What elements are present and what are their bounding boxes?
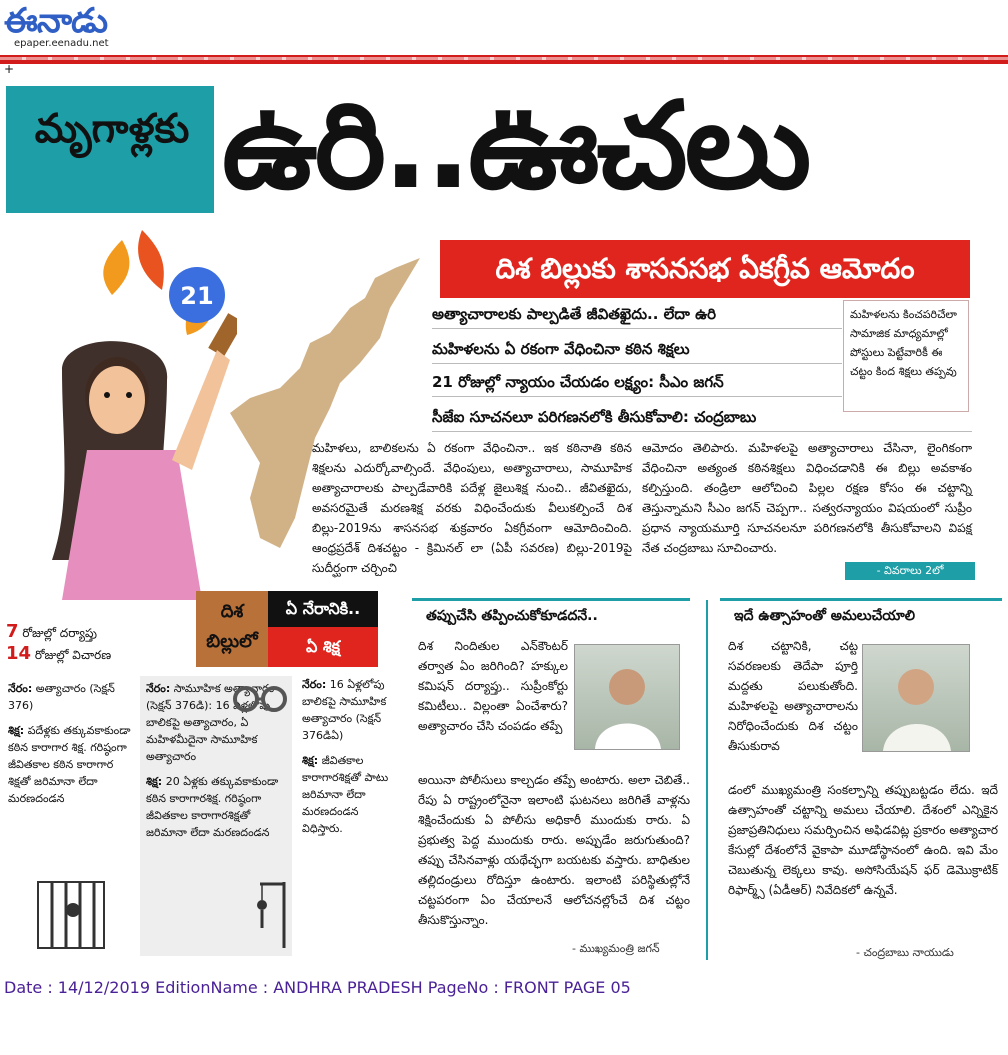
days-number: 14 — [6, 643, 32, 664]
column-divider — [706, 600, 708, 960]
masthead-strip — [0, 57, 1008, 60]
continued-link[interactable]: - వివరాలు 2లో — [845, 562, 975, 580]
torch-flame — [103, 240, 129, 295]
highlight-3: 21 రోజుల్లో న్యాయం చేయడం లక్ష్యం: సీఎం జగన్ — [432, 368, 842, 397]
quote1-heading: తప్పుచేసి తప్పించుకోకూడదనే.. — [426, 608, 598, 624]
handcuffs-icon — [232, 684, 288, 714]
crime-column-3 — [302, 676, 402, 837]
punish-label: శిక్ష: — [146, 775, 163, 788]
section-title-right-top: ఏ నేరానికి.. — [268, 591, 378, 627]
woman-with-torch-illustration — [2, 220, 237, 620]
quote1-text-top: దిశ నిందితుల ఎన్‌కౌంటర్ తర్వాత ఏం జరిగింది? హక్కుల కమిషన్ దర్యాప్తు.. సుప్రీంకోర్టు కమిటీలు.. విల్లంతా ఏంచేశారు? అత్యాచారం చేసి చంపడం తప్పే — [418, 639, 568, 733]
crime-label: నేరం: — [302, 678, 327, 691]
crime-text: సామూహిక అత్యాచారం (సెక్షన్ 376డి): 16 ఏళ్లలోపు బాలికపై అత్యాచారం, ఏ మహిళమీదైనా సామూహిక అత్యాచారం — [146, 682, 275, 763]
quote2-header — [720, 598, 1002, 631]
jail-bars-icon — [36, 880, 106, 950]
crime-text: అత్యాచారం (సెక్షన్ 376) — [8, 682, 115, 712]
section-title-right-bottom: ఏ శిక్ష — [268, 627, 378, 667]
days-text: రోజుల్లో విచారణ — [34, 648, 112, 662]
person-photo-icon — [863, 645, 969, 751]
crime-label: నేరం: — [8, 682, 33, 695]
days-number: 7 — [6, 621, 19, 642]
section-title-left: దిశ బిల్లులో — [196, 591, 268, 667]
quote2-author: - చంద్రబాబు నాయుడు — [856, 946, 954, 959]
body-column-left: మహిళలు, బాలికలను ఏ రకంగా వేధించినా.. ఇక కఠినాతి కఠిన శిక్షలను ఎదుర్కోవాల్సిందే. వేధింపులు, అత్యాచారాలు, సామూహిక అత్యాచారాలకు పాల్పడేవారికి పదేళ్ల జైలుశిక్ష నుంచి.. జీవితఖైదు, అవసరమైతే మరణశిక్ష వరకు విధించేందుకు వీలుకల్పించే దిశ బిల్లు-2019ను శాసనసభ శుక్రవారం ఏకగ్రీవంగా ఆమోదించింది. ఆంధ్రప్రదేశ్ దిశచట్టం - క్రిమినల్ లా (ఏపీ సవరణ) బిల్లు-2019పై సుదీర్ఘంగా చర్చించి — [312, 441, 632, 575]
days-text: రోజుల్లో దర్యాప్తు — [22, 626, 97, 640]
quote2-text-bottom: డంలో ముఖ్యమంత్రి సంకల్పాన్ని తప్పుబట్టడం లేదు. ఇదే ఉత్సాహంతో చట్టాన్ని అమలు చేయాలి. దేశంలో ఎన్నికైన ప్రజాప్రతినిధులు సమర్పించిన అఫిడవిట్ల ప్రకారం అత్యాచార కేసుల్లో దేశంలోనే వైకాపా మూడోస్థానంలో ఉంది. ఇవి మేం చెబుతున్న లెక్కలు కావు. అసోసియేషన్ ఫర్ డెమొక్రాటిక్ రిఫార్మ్స్ (ఏడీఆర్) నివేదికలో ఉన్నవే. — [728, 783, 998, 897]
highlight-1: అత్యాచారాలకు పాల్పడితే జీవితఖైదు.. లేదా ఉరి — [432, 300, 842, 329]
punish-text: జీవితకాల కారాగారశిక్షతో పాటు జరిమానా లేదా మరణదండన విధిస్తారు. — [302, 754, 389, 835]
eenadu-logo: ఈనాడు — [4, 1, 108, 41]
punish-label: శిక్ష: — [302, 754, 319, 767]
gallows-icon — [250, 880, 290, 950]
page-footer: Date : 14/12/2019 EditionName : ANDHRA PRADESH PageNo : FRONT PAGE 05 — [4, 978, 631, 997]
subheadline-banner: దిశ బిల్లుకు శాసనసభ ఏకగ్రీవ ఆమోదం — [440, 240, 970, 298]
quote1-header — [412, 598, 690, 631]
epaper-url: epaper.eenadu.net — [14, 38, 109, 49]
sidebox-note: మహిళలను కించపరిచేలా సామాజిక మాధ్యమాల్లో పోస్టులు పెట్టేవారికీ ఈ చట్టం కింద శిక్షలు తప్పవు — [843, 300, 969, 412]
quote2-heading: ఇదే ఉత్సాహంతో అమలుచేయాలి — [734, 608, 915, 624]
torch-number: 21 — [180, 282, 214, 310]
person-photo-icon — [575, 645, 679, 749]
torch-handle — [208, 313, 237, 357]
quote1-text-bottom: అయినా పోలీసులు కాల్చడం తప్పే అంటారు. అలా చెబితే.. రేపు ఏ రాష్ట్రంలోనైనా ఇలాంటి ఘటనలు జరిగితే వాళ్లను శిక్షించేందుకు ఏ పోలీసు అధికారీ ముందుకు రారు. ఏ ప్రభుత్వ పెద్ద ముందుకు రారు. అప్పుడేం జరుగుతుంది? తప్పు చేసినవాళ్లు యథేచ్ఛగా బయటకు వస్తారు. బాధితుల తల్లిదండ్రులు రోదిస్తూ ఉంటారు. ఇలాంటి పరిస్థితుల్లోనే చట్టపరంగా ఏం చేయాలనే ఆలోచనల్లోంచే దిశ చట్టం తీసుకొస్తున్నాం. — [418, 773, 690, 927]
plus-marker: + — [4, 62, 15, 76]
raised-arm — [172, 350, 230, 470]
crime-label: నేరం: — [146, 682, 171, 695]
quote2-text-top: దిశ చట్టానికి, చట్ట సవరణలకు తెదేపా పూర్తి మద్దతు పలుకుతోంది. మహిళలపై అత్యాచారాలను నిరోధించేందుకు దిశ చట్టం తీసుకురావ — [728, 639, 858, 753]
days-investigation — [6, 622, 97, 643]
crime-column-1 — [8, 680, 134, 807]
quote1-author: - ముఖ్యమంత్రి జగన్ — [572, 942, 660, 955]
cm-jagan-photo — [574, 644, 680, 750]
punish-label: శిక్ష: — [8, 724, 25, 737]
punish-text: 20 ఏళ్లకు తక్కువకాకుండా కఠిన కారాగారశిక్ష. గరిష్ఠంగా జీవితకాల కారాగారశిక్షతో జరిమానా లేదా మరణదండన — [146, 775, 279, 839]
chandrababu-photo — [862, 644, 970, 752]
punish-text: పదేళ్లకు తక్కువకాకుండా కఠిన కారాగార శిక్ష. గరిష్ఠంగా జీవితకాల కఠిన కారాగార శిక్షతో జరిమానా లేదా మరణదండన — [8, 724, 131, 805]
highlight-2: మహిళలను ఏ రకంగా వేధించినా కఠిన శిక్షలు — [432, 335, 842, 364]
headline-prefix: మృగాళ్లకు — [34, 106, 190, 152]
section-title-box — [196, 591, 378, 667]
days-trial — [6, 644, 111, 665]
body-column-right: ఆమోదం తెలిపారు. మహిళలపై అత్యాచారాలు చేసినా, లైంగికంగా వేధించినా అత్యంత కఠినశిక్షలు విధించడానికి ఈ బిల్లు అవకాశం కల్పిస్తుంది. తండ్రిలా ఆలోచించి పిల్లల రక్షణ కోసం ఈ చట్టాన్ని తెస్తున్నామని సీఎం జగన్ చెప్పగా.. సత్వరన్యాయం విషయంలో సుప్రీం ప్రధాన న్యాయమూర్తి సూచనలనూ పరిగణనలోకి తీసుకోవాలని విపక్ష నేత చంద్రబాబు సూచించారు. — [642, 441, 972, 555]
highlight-4: సీజేఐ సూచనలూ పరిగణనలోకి తీసుకోవాలి: చంద్రబాబు — [432, 403, 972, 432]
crime-text: 16 ఏళ్లలోపు బాలికపై సామూహిక అత్యాచారం (సెక్షన్ 376డిఏ) — [302, 678, 387, 742]
main-headline: ఉరి..ఊచలు — [222, 77, 809, 216]
